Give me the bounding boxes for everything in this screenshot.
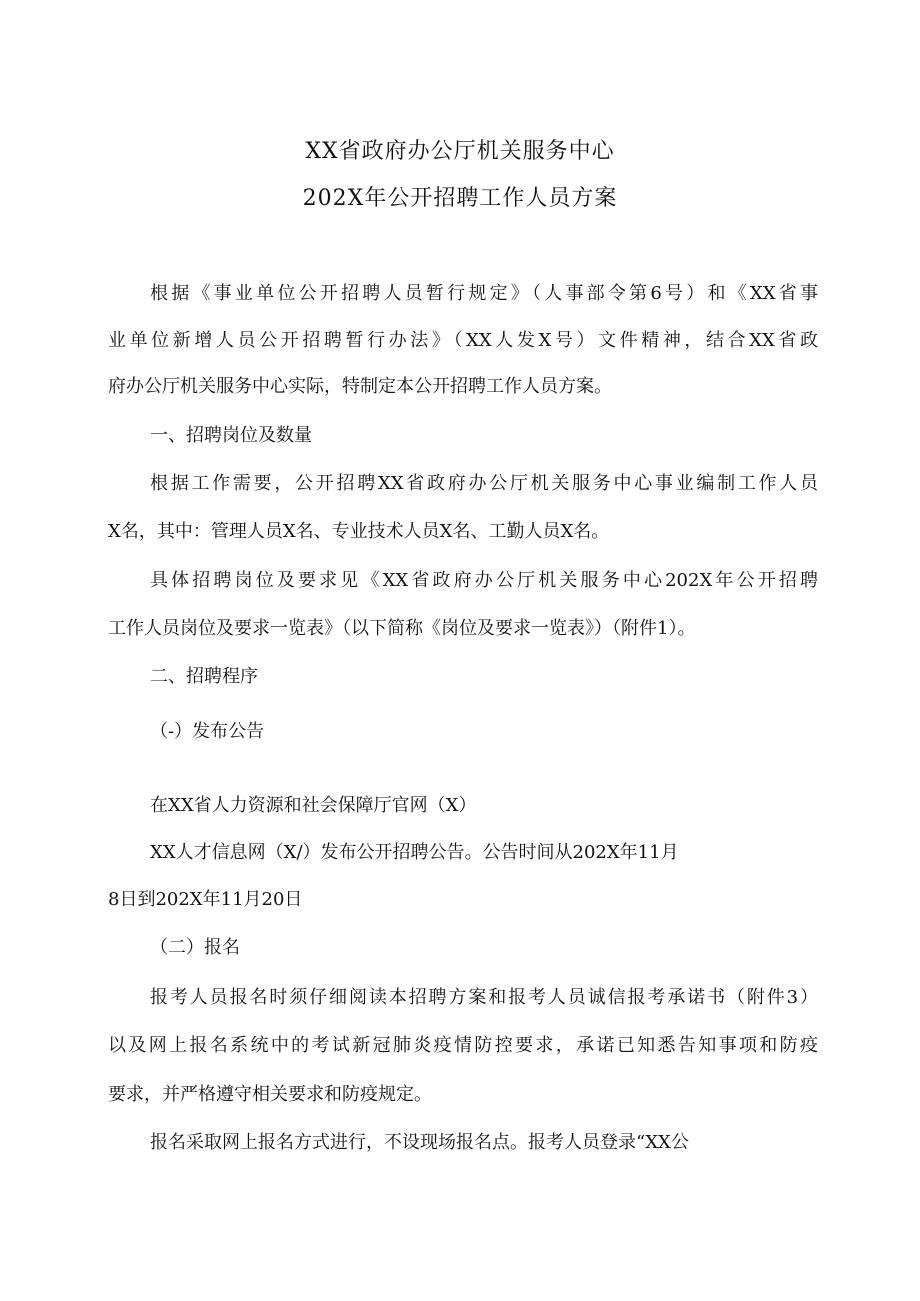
paragraph-positions-line-2: X名，其中：管理人员X名、专业技术人员X名、工勤人员X名。 [108, 521, 610, 542]
paragraph-positions-line-1: 根据工作需要，公开招聘XX省政府办公厅机关服务中心事业编制工作人员 [150, 473, 818, 494]
paragraph-intro-line-2: 业单位新增人员公开招聘暂行办法》（XX人发X号）文件精神，结合XX省政 [108, 330, 818, 351]
paragraph-intro-line-3: 府办公厅机关服务中心实际，特制定本公开招聘工作人员方案。 [108, 376, 612, 397]
document-title-line-2: 202X年公开招聘工作人员方案 [302, 186, 618, 211]
paragraph-online-registration: 报名采取网上报名方式进行，不设现场报名点。报考人员登录“XX公 [150, 1132, 689, 1153]
section-heading-procedure: 二、招聘程序 [150, 666, 258, 687]
paragraph-registration-line-2: 以及网上报名系统中的考试新冠肺炎疫情防控要求，承诺已知悉告知事项和防疫 [108, 1035, 818, 1056]
paragraph-announcement-line-2: XX人才信息网（X/）发布公开招聘公告。公告时间从202X年11月 [150, 842, 679, 863]
paragraph-intro-line-1: 根据《事业单位公开招聘人员暂行规定》（人事部令第6号）和《XX省事 [150, 283, 818, 304]
paragraph-announcement-line-1: 在XX省人力资源和社会保障厅官网（X） [150, 795, 477, 816]
document-title-line-1: XX省政府办公厅机关服务中心 [305, 139, 615, 164]
paragraph-announcement-line-3: 8日到202X年11月20日 [108, 889, 303, 910]
paragraph-registration-line-1: 报考人员报名时须仔细阅读本招聘方案和报考人员诚信报考承诺书（附件3） [150, 987, 818, 1008]
paragraph-requirements-line-2: 工作人员岗位及要求一览表》（以下简称《岗位及要求一览表》）（附件1）。 [108, 618, 696, 639]
subsection-heading-registration: （二）报名 [150, 937, 240, 958]
section-heading-positions: 一、招聘岗位及数量 [150, 425, 312, 446]
paragraph-requirements-line-1: 具体招聘岗位及要求见《XX省政府办公厅机关服务中心202X年公开招聘 [150, 570, 818, 591]
paragraph-registration-line-3: 要求，并严格遵守相关要求和防疫规定。 [108, 1084, 432, 1105]
subsection-heading-announcement: （-）发布公告 [150, 721, 265, 742]
